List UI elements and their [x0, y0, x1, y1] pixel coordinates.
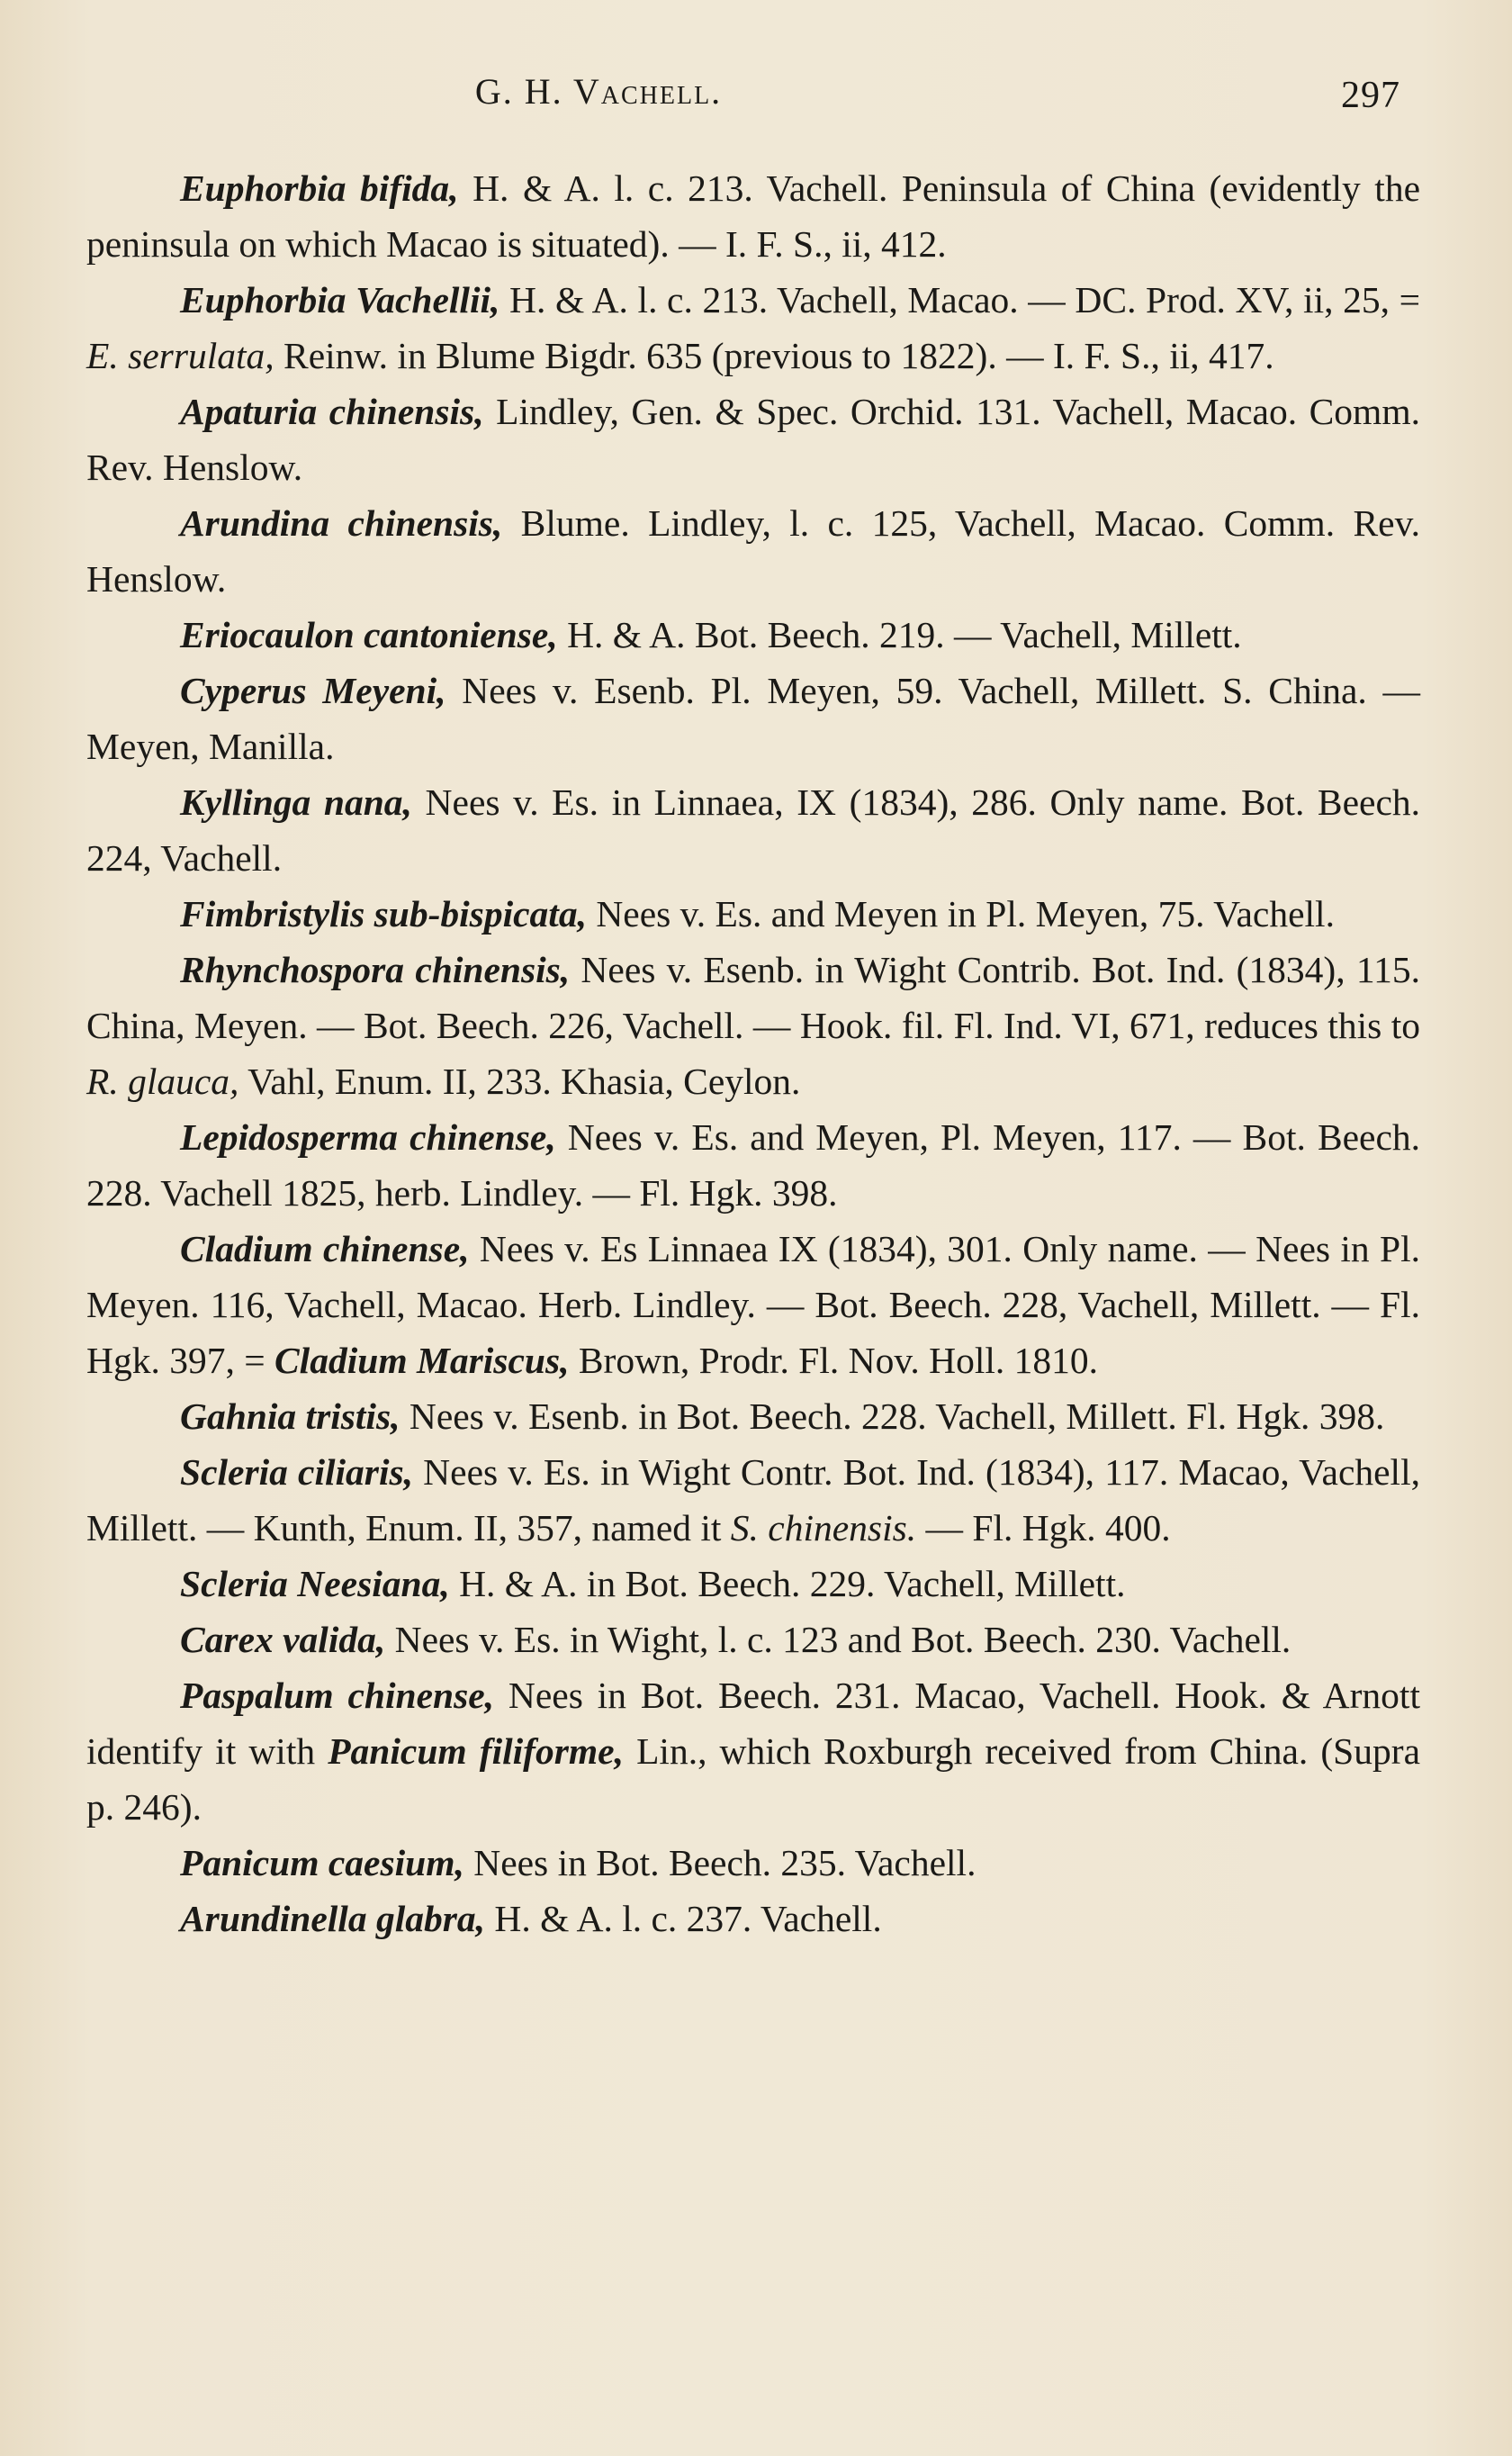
synonym-name: Cladium Mariscus, — [274, 1340, 570, 1381]
taxon-name: Kyllinga nana, — [180, 781, 412, 823]
citation-text: Nees v. Esenb. Pl. Meyen, 59. Vachell, Millett. S. China. — Meyen, Manilla. — [86, 670, 1421, 767]
citation-text: Nees v. Es. in Wight Contr. Bot. Ind. (1834), 117. Macao, Vachell, Millett. — Kunth, Enum. II, 357, named it — [86, 1451, 1420, 1549]
taxon-name: Carex valida, — [180, 1619, 386, 1660]
citation-text: Nees v. Esenb. in Bot. Beech. 228. Vachell, Millett. Fl. Hgk. 398. — [400, 1395, 1385, 1437]
citation-text: Lin., which Roxburgh received from China. (Supra p. 246). — [86, 1730, 1420, 1828]
citation-text: Nees in Bot. Beech. 231. Macao, Vachell. Hook. & Arnott identify it with — [86, 1675, 1420, 1772]
entry-scleria-ciliaris — [86, 1444, 1420, 1556]
synonym-name: Panicum filiforme, — [328, 1730, 624, 1772]
citation-text: Nees v. Es. in Wight, l. c. 123 and Bot. Beech. 230. Vachell. — [385, 1619, 1292, 1660]
running-head — [0, 70, 1512, 124]
taxon-name: Euphorbia Vachellii, — [180, 279, 500, 321]
entry-euphorbia-vachellii — [86, 272, 1420, 384]
entry-carex-valida — [86, 1612, 1420, 1667]
citation-text: — Fl. Hgk. 400. — [916, 1507, 1171, 1549]
citation-text: Nees in Bot. Beech. 235. Vachell. — [464, 1842, 976, 1883]
citation-text: Lindley, Gen. & Spec. Orchid. 131. Vachell, Macao. Comm. Rev. Henslow. — [86, 391, 1420, 488]
body-text — [86, 160, 1420, 1946]
entry-apaturia-chinensis — [86, 384, 1420, 495]
entry-euphorbia-bifida — [86, 160, 1420, 272]
synonym-name: S. chinensis. — [730, 1507, 917, 1549]
entry-arundinella-glabra — [86, 1891, 1420, 1946]
entry-cyperus-meyeni — [86, 663, 1420, 774]
taxon-name: Eriocaulon cantoniense, — [180, 614, 558, 655]
entry-cladium-chinense — [86, 1221, 1420, 1388]
header-title: G. H. Vachell. — [474, 71, 723, 112]
taxon-name: Paspalum chinense, — [180, 1675, 495, 1716]
entry-rhynchospora-chinensis — [86, 942, 1420, 1109]
taxon-name: Rhynchospora chinensis, — [180, 949, 571, 990]
citation-text: Nees v. Es. in Linnaea, IX (1834), 286. Only name. Bot. Beech. 224, Vachell. — [86, 781, 1420, 879]
taxon-name: Scleria ciliaris, — [180, 1451, 414, 1493]
taxon-name: Apaturia chinensis, — [180, 391, 484, 432]
citation-text: Blume. Lindley, l. c. 125, Vachell, Macao. Comm. Rev. Henslow. — [86, 502, 1420, 600]
entry-paspalum-chinense — [86, 1667, 1420, 1835]
taxon-name: Lepidosperma chinense, — [180, 1116, 556, 1158]
taxon-name: Cyperus Meyeni, — [180, 670, 446, 711]
citation-text: Nees v. Esenb. in Wight Contrib. Bot. Ind. (1834), 115. China, Meyen. — Bot. Beech. 226, Vachell. — Hook. fil. Fl. Ind. VI, 671, reduces this to — [86, 949, 1420, 1046]
entry-gahnia-tristis — [86, 1388, 1420, 1444]
taxon-name: Gahnia tristis, — [180, 1395, 400, 1437]
citation-text: Nees v. Es. and Meyen in Pl. Meyen, 75. Vachell. — [586, 893, 1335, 935]
entry-scleria-neesiana — [86, 1556, 1420, 1612]
entry-kyllinga-nana — [86, 774, 1420, 886]
entry-arundina-chinensis — [86, 495, 1420, 607]
taxon-name: Cladium chinense, — [180, 1228, 470, 1269]
entry-panicum-caesium — [86, 1835, 1420, 1891]
taxon-name: Panicum caesium, — [180, 1842, 464, 1883]
taxon-name: Scleria Neesiana, — [180, 1563, 450, 1604]
taxon-name: Arundinella glabra, — [180, 1898, 486, 1939]
synonym-name: R. glauca, — [86, 1061, 239, 1102]
synonym-name: E. serrulata, — [86, 335, 274, 376]
citation-text: H. & A. l. c. 213. Vachell. Peninsula of China (evidently the peninsula on which Macao is situated). — I. F. S., ii, 412. — [86, 167, 1420, 265]
entry-fimbristylis-sub-bispicata — [86, 886, 1420, 942]
citation-text: Vahl, Enum. II, 233. Khasia, Ceylon. — [238, 1061, 801, 1102]
citation-text: H. & A. in Bot. Beech. 229. Vachell, Millett. — [449, 1563, 1126, 1604]
citation-text: Brown, Prodr. Fl. Nov. Holl. 1810. — [569, 1340, 1099, 1381]
entry-eriocaulon-cantoniense — [86, 607, 1420, 663]
taxon-name: Arundina chinensis, — [180, 502, 503, 544]
citation-text: Nees v. Es Linnaea IX (1834), 301. Only name. — Nees in Pl. Meyen. 116, Vachell, Macao. Herb. Lindley. — Bot. Beech. 228, Vachell, Millett. — Fl. Hgk. 397, = — [86, 1228, 1420, 1381]
entry-lepidosperma-chinense — [86, 1109, 1420, 1221]
citation-text: Nees v. Es. and Meyen, Pl. Meyen, 117. — Bot. Beech. 228. Vachell 1825, herb. Lindley. — Fl. Hgk. 398. — [86, 1116, 1421, 1214]
taxon-name: Fimbristylis sub-bispicata, — [180, 893, 587, 935]
citation-text: H. & A. Bot. Beech. 219. — Vachell, Millett. — [557, 614, 1242, 655]
page-number: 297 — [1341, 75, 1400, 116]
citation-text: H. & A. l. c. 213. Vachell, Macao. — DC. Prod. XV, ii, 25, = — [500, 279, 1420, 321]
citation-text: H. & A. l. c. 237. Vachell. — [485, 1898, 882, 1939]
citation-text: Reinw. in Blume Bigdr. 635 (previous to 1822). — I. F. S., ii, 417. — [274, 335, 1274, 376]
taxon-name: Euphorbia bifida, — [180, 167, 459, 209]
